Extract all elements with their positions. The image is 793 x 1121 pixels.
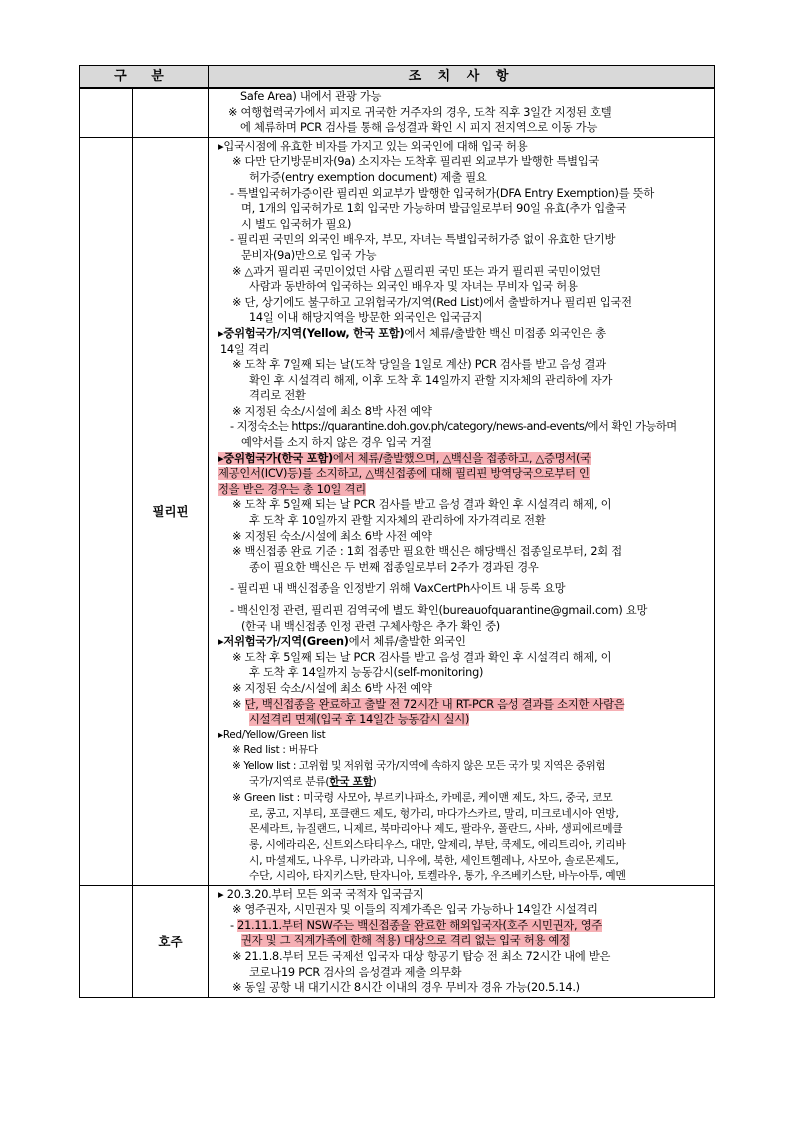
text-line: ▸중위험국가/지역(Yellow, 한국 포함)에서 체류/출발한 백신 미접종 외국인은 총 — [218, 326, 606, 340]
text-line: ※ 여행협력국가에서 피지로 귀국한 거주자의 경우, 도착 직후 3일간 지정된 호텔 — [228, 105, 612, 119]
text-line: - 필리핀 국민의 외국인 배우자, 부모, 자녀는 특별입국허가증 없이 유효한 단기방 — [230, 233, 616, 247]
text-line: - 필리핀 내 백신접종을 인정받기 위해 VaxCertPh사이트 내 등록 요망 — [230, 582, 566, 596]
table-row — [80, 89, 714, 138]
text-line-highlight: 정을 받은 경우는 총 10일 격리 — [218, 482, 366, 496]
text-line: - 지정숙소는 https://quarantine.doh.gov.ph/category/news-and-events/에서 확인 가능하며 — [230, 420, 677, 434]
text-line: ※ 다만 단기방문비자(9a) 소지자는 도착후 필리핀 외교부가 발행한 특별입국 — [232, 155, 600, 169]
text-line: 에 체류하며 PCR 검사를 통해 음성결과 확인 시 피지 전지역으로 이동 가능 — [240, 121, 598, 135]
text-line: 로, 콩고, 지부티, 포클랜드 제도, 헝가리, 마다가스카르, 말리, 미크로네시아 연방, — [249, 806, 619, 820]
text-line-highlight: ▸중위험국가(한국 포함)에서 체류/출발했으며, △백신을 접종하고, △증명서(국 — [218, 451, 591, 465]
bold-heading: ▸중위험국가/지역(Yellow, 한국 포함) — [218, 326, 405, 340]
text-line: ※ 지정된 숙소/시설에 최소 6박 사전 예약 — [232, 529, 432, 543]
text-line: 예약서를 소지 하지 않은 경우 입국 거절 — [241, 436, 432, 450]
text-line-highlight: ※ 단, 백신접종을 완료하고 출발 전 72시간 내 RT-PCR 음성 결과를 소지한 사람은 — [232, 697, 625, 711]
table-header — [80, 66, 714, 89]
text-line: 며, 1개의 입국허가로 1회 입국만 가능하며 발급일로부터 90일 유효(추가 입출국 — [241, 202, 627, 216]
table-row-philippines — [80, 138, 714, 886]
bold-heading: ▸저위험국가/지역(Green) — [218, 635, 349, 649]
text-line: 코로나19 PCR 검사의 음성결과 제출 의무화 — [249, 965, 462, 979]
text-line-highlight: 시설격리 면제(입국 후 14일간 능동감시 실시) — [249, 713, 470, 727]
country-label: 필리핀 — [133, 138, 209, 885]
measures-table — [79, 65, 715, 998]
text-line-highlight: 권자 및 그 직계가족에 한해 적용) 대상으로 격리 없는 입국 허용 예정 — [241, 934, 570, 948]
text-line: 문비자(9a)만으로 입국 가능 — [241, 248, 377, 262]
text-line: 허가증(entry exemption document) 제출 필요 — [249, 170, 487, 184]
text-line: ▸저위험국가/지역(Green)에서 체류/출발한 외국인 — [218, 635, 466, 649]
text-line: 확인 후 시설격리 해제, 이후 도착 후 14일까지 관할 지자체의 관리하에 자가 — [249, 373, 613, 387]
table-row-australia — [80, 886, 714, 997]
text-line: 사람과 동반하여 입국하는 외국인 배우자 및 자녀는 무비자 입국 허용 — [249, 280, 578, 294]
text-line: 국가/지역로 분류(한국 포함) — [249, 775, 377, 788]
text-line: ※ 도착 후 5일째 되는 날 PCR 검사를 받고 음성 결과 확인 후 시설격리 해제, 이 — [232, 650, 612, 664]
text-line: 후 도착 후 14일까지 능동감시(self-monitoring) — [249, 666, 484, 680]
text-line: ▸Red/Yellow/Green list — [218, 728, 326, 741]
text-line: Safe Area) 내에서 관광 가능 — [240, 90, 382, 103]
measures-cell — [209, 89, 714, 137]
text-line: 종이 필요한 백신은 두 번째 접종일로부터 2주가 경과된 경우 — [249, 560, 539, 574]
text-line: 롱, 시에라리온, 신트외스타티우스, 대만, 알제리, 부탄, 쿡제도, 에리트리아, 키리바 — [249, 837, 626, 851]
text-line: 시 별도 입국허가 필요) — [241, 217, 352, 231]
text-line: ※ 지정된 숙소/시설에 최소 8박 사전 예약 — [232, 404, 432, 418]
text-line: 14일 격리 — [220, 342, 270, 356]
country-label: 호주 — [133, 886, 209, 997]
text-line: ▸입국시점에 유효한 비자를 가지고 있는 외국인에 대해 입국 허용 — [218, 139, 528, 153]
text-line: ※ 단, 상기에도 불구하고 고위험국가/지역(Red List)에서 출발하거나 필리핀 입국전 — [232, 295, 632, 309]
measures-cell — [209, 886, 714, 997]
text-line: (한국 내 백신접종 인정 관련 구체사항은 추가 확인 중) — [241, 619, 500, 633]
text-line: - 백신인정 관련, 필리핀 검역국에 별도 확인(bureauofquarantine@gmail.com) 요망 — [230, 604, 648, 617]
text-line: 후 도착 후 10일까지 관할 지자체의 관리하에 자가격리로 전환 — [249, 514, 546, 528]
text-line: ※ △과거 필리핀 국민이었던 사람 △필리핀 국민 또는 과거 필리핀 국민이었던 — [232, 264, 601, 278]
text-line: 수단, 시리아, 타지키스탄, 탄자니아, 토켈라우, 통가, 우즈베키스탄, 바누아투, 예멘 — [249, 869, 626, 883]
text-line: ※ 백신접종 완료 기준 : 1회 접종만 필요한 백신은 해당백신 접종일로부터, 2회 접 — [232, 545, 622, 559]
text-line-highlight: 제공인서(ICV)등)를 소지하고, △백신접종에 대해 필리핀 방역당국으로부터 인 — [218, 467, 590, 481]
text-line: 격리로 전환 — [249, 389, 306, 403]
text-line: ※ 21.1.8.부터 모든 국제선 입국자 대상 항공기 탑승 전 최소 72시간 내에 받은 — [232, 950, 611, 964]
text-line: 14일 이내 해당지역을 방문한 외국인은 입국금지 — [249, 311, 483, 325]
text-line: ※ 도착 후 5일째 되는 날 PCR 검사를 받고 음성 결과 확인 후 시설격리 해제, 이 — [232, 498, 612, 512]
text-line: 시, 마셜제도, 나우루, 니카라과, 니우에, 북한, 세인트헬레나, 사모아, 솔로몬제도, — [249, 853, 619, 867]
text-line: ※ 도착 후 7일째 되는 날(도착 당일을 1일로 계산) PCR 검사를 받고 음성 결과 — [232, 358, 606, 372]
text-line: ※ Red list : 버뮤다 — [232, 744, 318, 757]
text-line: ※ 지정된 숙소/시설에 최소 6박 사전 예약 — [232, 681, 432, 695]
measures-cell — [209, 138, 714, 885]
text-line: ▸ 20.3.20.부터 모든 외국 국적자 입국금지 — [218, 887, 424, 901]
header-measures: 조 치 사 항 — [408, 69, 515, 84]
text-line: 몬세라트, 뉴질랜드, 니제르, 북마리아나 제도, 팔라우, 폴란드, 사바, 생피에르메클 — [249, 822, 623, 836]
text-line: ※ Green list : 미국령 사모아, 부르키나파소, 카메룬, 케이맨 제도, 차드, 중국, 코모 — [232, 791, 613, 805]
text-line: ※ Yellow list : 고위험 및 저위험 국가/지역에 속하지 않은 모든 국가 및 지역은 중위험 — [232, 759, 606, 772]
header-category: 구 분 — [80, 66, 209, 87]
text-line: - 특별입국허가증이란 필리핀 외교부가 발행한 입국허가(DFA Entry Exemption)를 뜻하 — [230, 186, 655, 200]
text-line: ※ 영주권자, 시민권자 및 이들의 직계가족은 입국 가능하나 14일간 시설격리 — [232, 903, 598, 917]
text-line-highlight: - 21.11.1.부터 NSW주는 백신접종을 완료한 해외입국자(호주 시민권자, 영주 — [230, 918, 603, 932]
text-line: ※ 동일 공항 내 대기시간 8시간 이내의 경우 무비자 경유 가능(20.5.14.) — [232, 981, 580, 995]
